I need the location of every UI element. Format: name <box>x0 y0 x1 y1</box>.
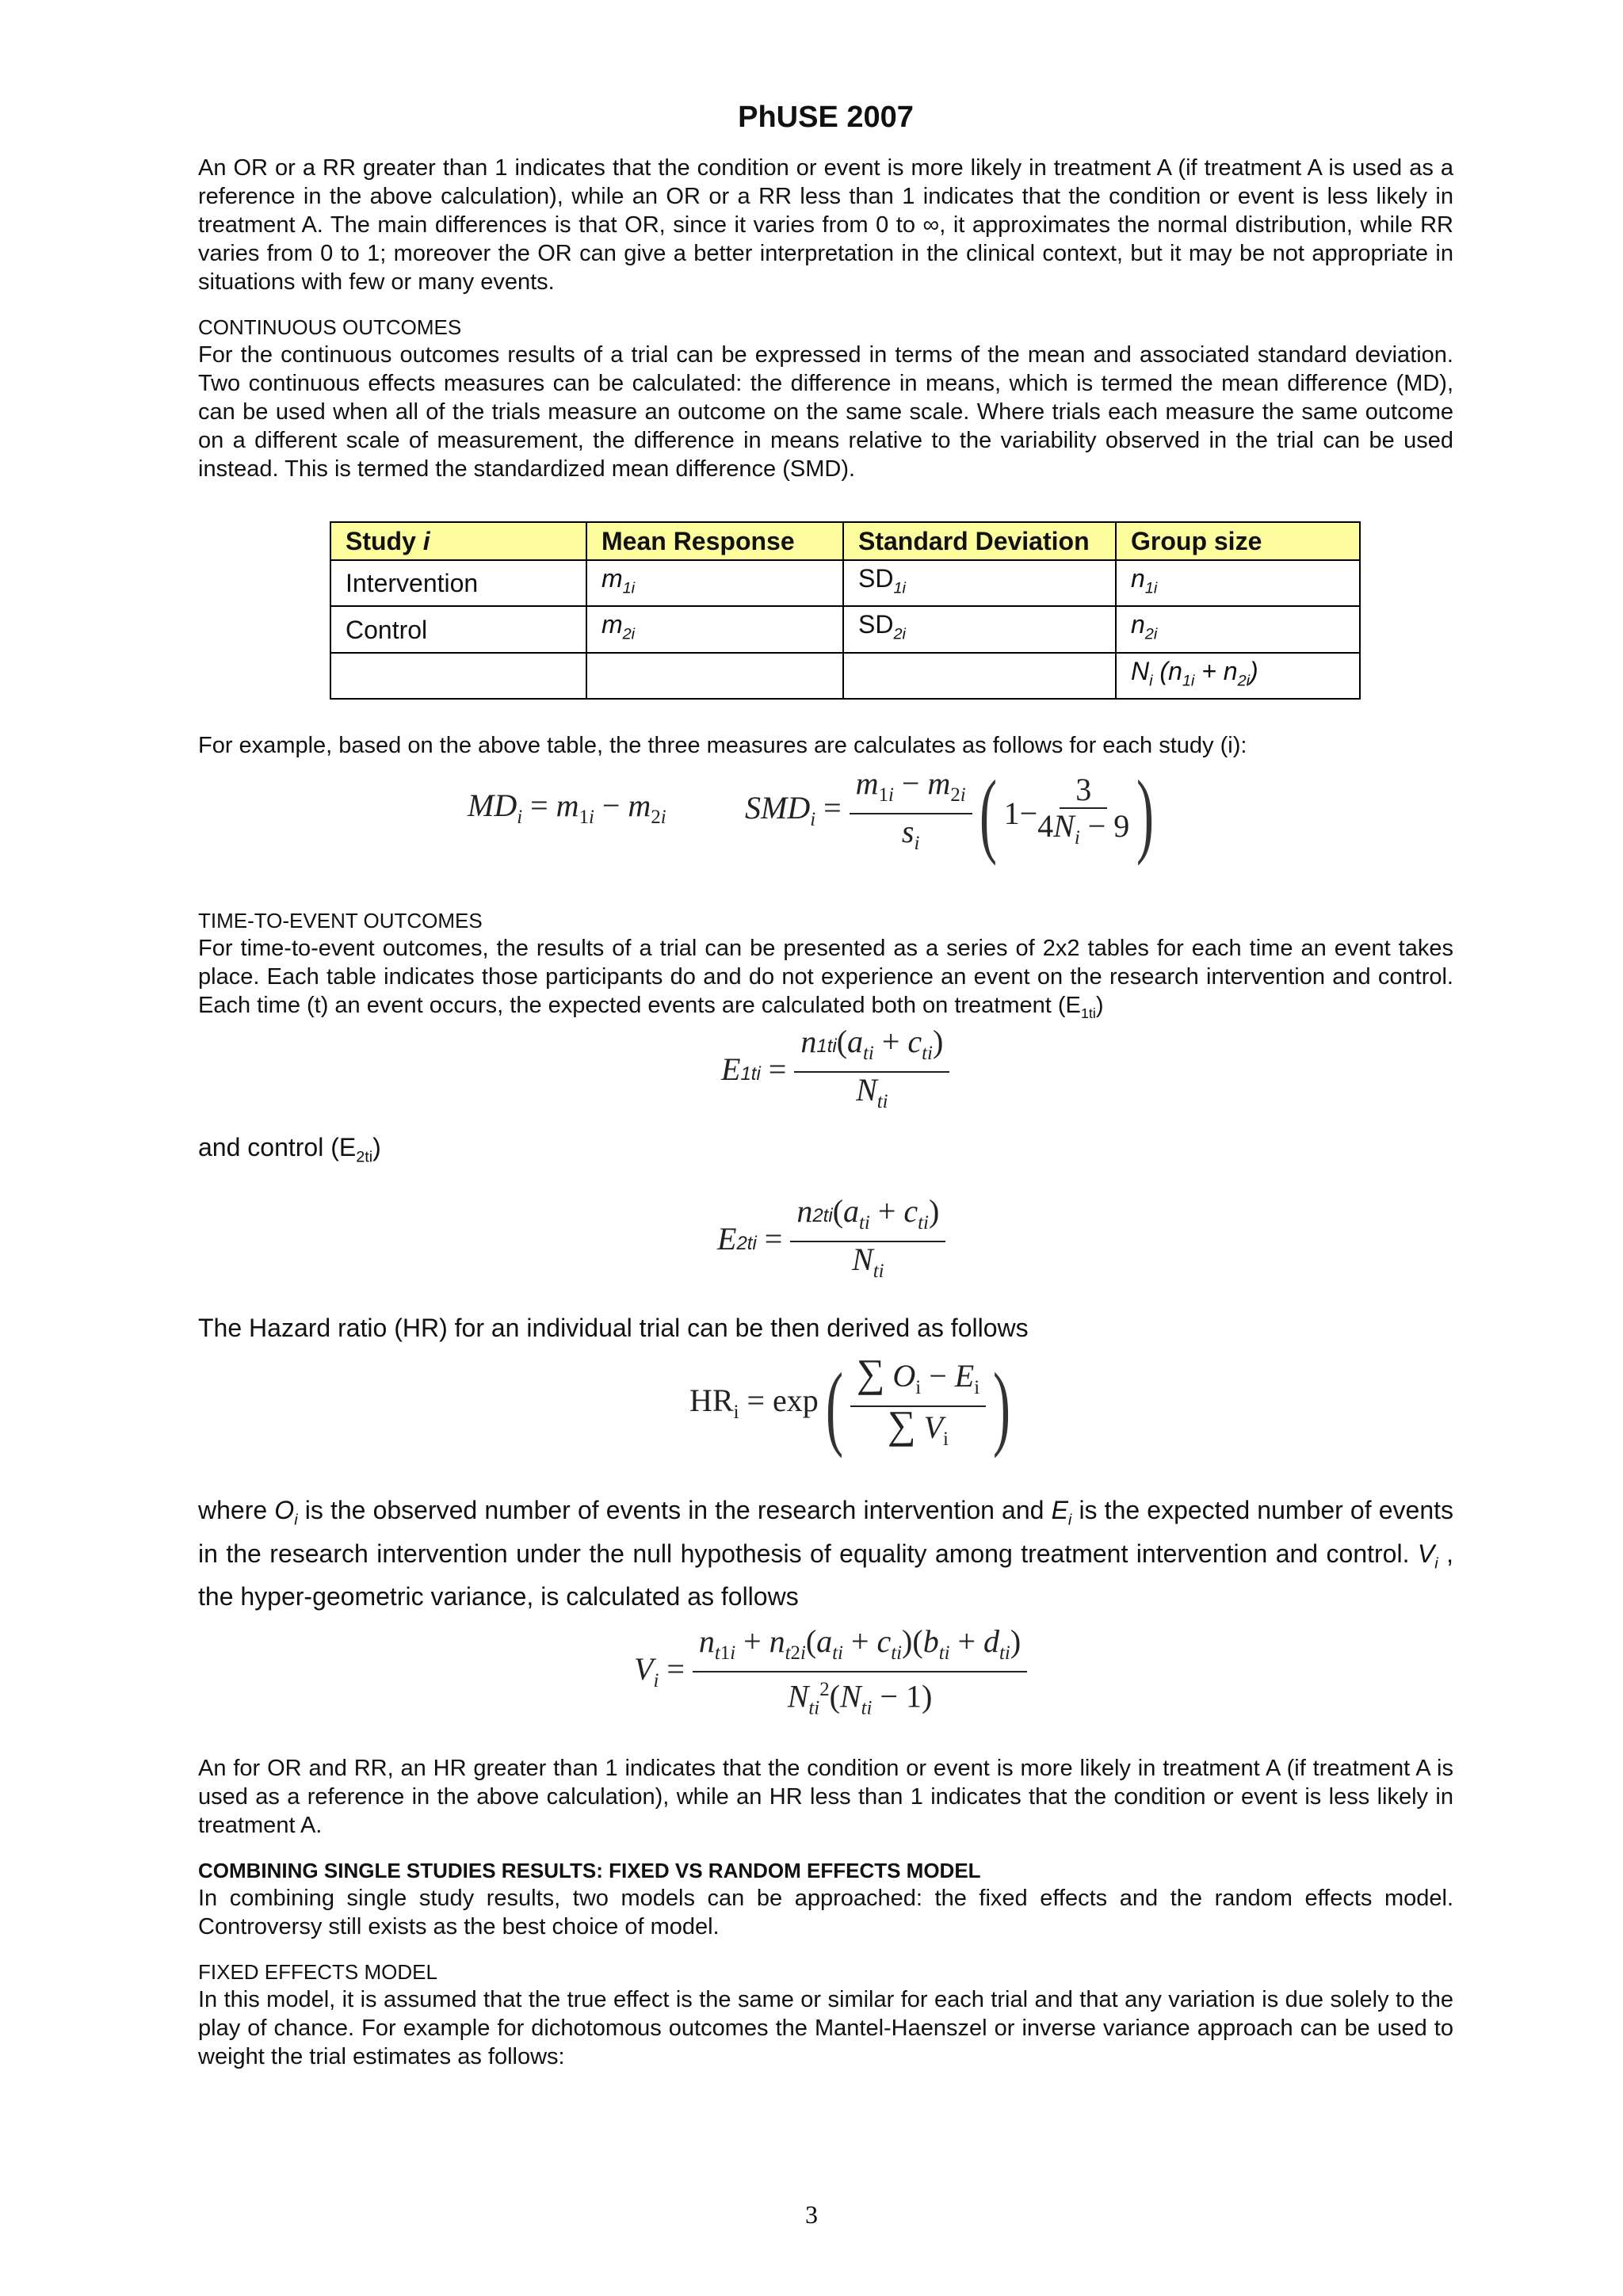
table-row <box>330 606 1360 652</box>
md-equation: $MD_i = m_{1i} - m_{2i}$ <box>468 788 666 829</box>
combining-paragraph: In combining single study results, two models can be approached: the fixed effects and the random effects model. Controversy still exists as the best choice of model. <box>198 1886 1453 1940</box>
e1ti-equation: E1ti = $\frac{n1ti(a_{ti} + c_{ti})}{N_{ti}}$ <box>198 1028 1453 1115</box>
fixed-effects-heading: FIXED EFFECTS MODEL <box>198 1960 437 1985</box>
hr-closing-paragraph: An for OR and RR, an HR greater than 1 indicates that the condition or event is more likely in treatment A (if treatment A is used as a reference in the above calculation), while an HR less than 1 indicates that the condition or event is less likely in treatment A. <box>198 1756 1453 1839</box>
smd-equation: $SMD_i$ = $\frac{m_{1i} - m_{2i}}{s_i}$ ( 1− $\frac{3}{4N_i - 9}$ ) <box>745 761 1155 867</box>
example-text: For example, based on the above table, the three measures are calculates as follows for each study (i): <box>198 733 1247 759</box>
continuous-outcomes-table <box>330 521 1361 700</box>
table-row <box>330 560 1360 606</box>
time-to-event-paragraph: For time-to-event outcomes, the results of a trial can be presented as a series of 2x2 tables for each time an event takes place. Each table indicates those participants do and do not experience an event on the research intervention and control. Each time (t) an event occurs, the expected events are calculated both on treatment $(E_{1ti})$ <box>198 936 1453 1021</box>
table-cell: $N_i$ $(n_{1i} + n_{2i})$ <box>1116 653 1360 699</box>
fixed-effects-paragraph: In this model, it is assumed that the true effect is the same or similar for each trial and that any variation is due solely to the play of chance. For example for dichotomous outcomes the Mantel-Haenszel or inverse variance approach can be used to weight the trial estimates as follows: <box>198 1987 1453 2070</box>
table-cell: $m_{2i}$ <box>586 606 843 652</box>
hr-equation: $HR_i = \exp$ ( $\frac{\sum O_i - E_i}{\sum V_i}$ ) <box>689 1351 1011 1459</box>
page-content <box>198 95 1453 2071</box>
combining-heading: COMBINING SINGLE STUDIES RESULTS: FIXED VS RANDOM EFFECTS MODEL <box>198 1859 981 1883</box>
table-header-cell: Study i <box>330 522 586 560</box>
table-cell: $n_{1i}$ <box>1116 560 1360 606</box>
table-header-cell: Group size <box>1116 522 1360 560</box>
time-to-event-heading: TIME-TO-EVENT OUTCOMES <box>198 909 483 933</box>
table-cell: $n_{2i}$ <box>1116 606 1360 652</box>
table-cell: Control <box>330 606 586 652</box>
continuous-outcomes-heading: CONTINUOUS OUTCOMES <box>198 315 462 339</box>
table-cell: $SD_{2i}$ <box>843 606 1116 652</box>
hr-intro-text: The Hazard ratio (HR) for an individual trial can be then derived as follows <box>198 1314 1029 1343</box>
table-cell: Intervention <box>330 560 586 606</box>
control-text: and control $(E_{2ti})$ <box>198 1132 381 1166</box>
table-header-row <box>330 522 1360 560</box>
table-cell: $SD_{1i}$ <box>843 560 1116 606</box>
table-header-cell: Mean Response <box>586 522 843 560</box>
table-row <box>330 653 1360 699</box>
where-paragraph: where $O_i$ is the observed number of events in the research intervention and $E_i$ is the expected number of events in the research intervention under the null hypothesis of equality among treatment intervention and control. $V_i$ , the hyper-geometric variance, is calculated as follows <box>198 1496 1454 1611</box>
md-smd-equations <box>198 760 1453 879</box>
page-number: 3 <box>805 2200 818 2229</box>
table-cell <box>843 653 1116 699</box>
table-header-cell: Standard Deviation <box>843 522 1116 560</box>
table-cell: $m_{1i}$ <box>586 560 843 606</box>
page-header-title: PhUSE 2007 <box>738 101 914 134</box>
vi-equation: $V_i$ = $\frac{n_{t1i} + n_{t2i}(a_{ti} + c_{ti})(b_{ti} + d_{ti})}{N_{ti}^2(N_{ti} - 1)}$ <box>198 1627 1453 1738</box>
table-cell <box>586 653 843 699</box>
table-cell <box>330 653 586 699</box>
e2ti-equation: E2ti = $\frac{n2ti(a_{ti} + c_{ti})}{N_{ti}}$ <box>198 1197 1453 1300</box>
continuous-outcomes-paragraph: For the continuous outcomes results of a trial can be expressed in terms of the mean and associated standard deviation. Two continuous effects measures can be calculated: the difference in means, which is termed the mean difference (MD), can be used when all of the trials measure an outcome on the same scale. Where trials each measure the same outcome on a different scale of measurement, the difference in means relative to the variability observed in the trial can be used instead. This is termed the standardized mean difference (SMD). <box>198 342 1453 482</box>
intro-paragraph: An OR or a RR greater than 1 indicates that the condition or event is more likely in treatment A (if treatment A is used as a reference in the above calculation), while an OR or a RR less than 1 indicates that the condition or event is less likely in treatment A. The main differences is that OR, since it varies from 0 to ∞, it approximates the normal distribution, while RR varies from 0 to 1; moreover the OR can give a better interpretation in the clinical context, but it may be not appropriate in situations with few or many events. <box>198 155 1453 295</box>
